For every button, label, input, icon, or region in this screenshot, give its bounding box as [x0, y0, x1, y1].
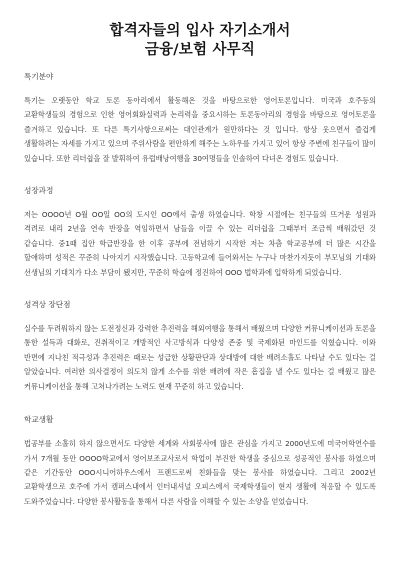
- section-heading: 학교생활: [24, 415, 54, 425]
- title-block: [24, 22, 376, 60]
- section-heading: 성격상 장단점: [24, 300, 71, 310]
- section-growth: [24, 186, 376, 280]
- document-title: 합격자들의 입사 자기소개서: [109, 23, 291, 39]
- section-body: 특기는 오랫동안 학교 토론 동아리에서 활동해온 것을 바탕으로한 영어토론입니다. 미국과 호주등의 교환학생들의 경험으로 인한 영어회화실력과 논리력을 중요시하는 토론동아리의 경험을 바탕으로 영어토론을 즐겨하고 있습니다. 또 다른 특기사항으로써는 대인관계가 원만하다는 것 입니다. 항상 웃으면서 즐겁게 생활하려는 자세를 가지고 있으며 주위사람을 편안하게 해주는 노하우를 가지고 있어 항상 주변에 친구들이 많이 있습니다. 또한 리더쉽을 잘 발휘하여 유럽배낭여행을 30여명들을 인솔하여 다녀온 경험도 있습니다.: [24, 96, 376, 163]
- section-special-skills: [24, 72, 376, 166]
- document-subtitle: 금융/보험 사무직: [144, 42, 256, 58]
- section-school-life: [24, 415, 376, 509]
- section-heading: 성장과정: [24, 186, 54, 196]
- section-body: 저는 OOOO년 O월 OO일 OO의 도시인 OO에서 출생 하였습니다. 학창 시절에는 친구들의 뜨거운 성원과 격려로 내리 2년을 연속 반장을 역임하면서 남들을 이끌 수 있는 리더쉽을 그때부터 조금씩 배워갔던 것 같습니다. 중1때 집안 학급반장을 한 이후 공부에 전념하기 시작한 저는 차츰 학교공부에 더 많은 시간을 할애하며 성적은 꾸준히 나아지기 시작했습니다. 고등학교에 들어와서는 누구나 마찬가지듯이 부모님의 기대와 선생님의 기대치가 다소 부담이 됐지만, 꾸준히 학습에 정진하여 OOO 법학과에 입학하게 되었습니다.: [24, 210, 376, 277]
- section-body: 법공부를 소홀히 하지 않으면서도 다양한 세계와 사회봉사에 많은 관심을 가지고 2000년도에 미국어학연수를 가서 7개월 동안 OOOO학교에서 영어보조교사로서 학업이 부진한 학생을 중심으로 성공적인 봉사를 하였으며 같은 기간동안 OOO시니어하우스에서 프랜드로써 친화들을 맞는 봉사를 하였습니다. 그리고 2002년 교환학생으로 호주에 가서 캠퍼스내에서 인터내셔널 오피스에서 국제학생들이 현지 생활에 적응할 수 있도록 도와주었습니다. 다양한 봉사활동을 통해서 다른 사람을 이해할 수 있는 소양을 얻었습니다.: [24, 439, 376, 506]
- section-personality: [24, 300, 376, 394]
- section-heading: 특기분야: [24, 72, 54, 81]
- section-body: 실수를 두려워하지 않는 도전정신과 강력한 추진력을 해외여행을 통해서 배웠으며 다양한 커뮤니케이션과 토론을 통한 설득과 대화로, 진취적이고 개방적인 사고방식과 다양성 존중 및 국제화된 마인드를 익혔습니다. 이와 반면에 지나친 적극성과 추진력은 때로는 성급한 상황판단과 상대방에 대한 배려소홀도 나타날 수도 있다는 걸 알았습니다. 여러한 의사결정이 의도치 않게 소수를 위한 배려에 작은 흠집을 낼 수도 있다는 걸 배웠고 많은 커뮤니케이션을 통해 고쳐나가려는 노력도 현재 꾸준히 하고 있습니다.: [24, 324, 376, 391]
